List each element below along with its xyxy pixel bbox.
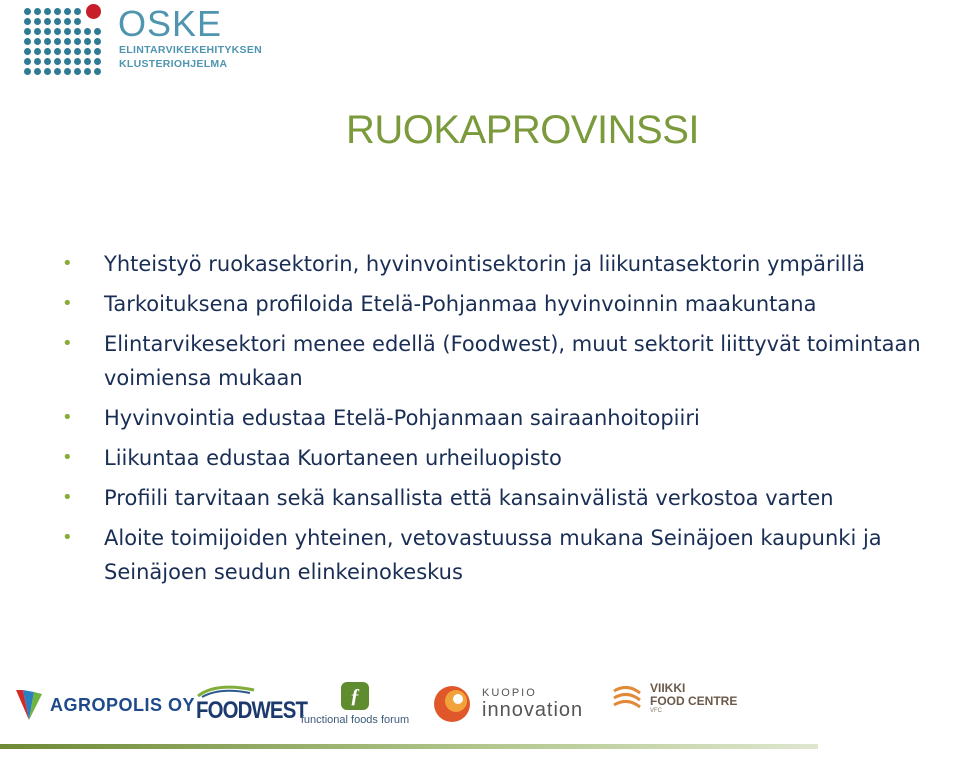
logo-dot — [34, 58, 41, 65]
oske-logo — [22, 4, 262, 76]
oske-dot-grid-icon — [22, 4, 112, 76]
bullet-list — [56, 247, 956, 595]
logo-dot — [84, 28, 91, 35]
logo-dot — [34, 48, 41, 55]
agropolis-logo — [14, 688, 195, 722]
viikki-wave-icon — [612, 683, 642, 713]
logo-dot — [34, 28, 41, 35]
logo-dot — [44, 38, 51, 45]
logo-dot — [64, 8, 71, 15]
logo-dot — [84, 38, 91, 45]
kuopio-innovation-logo — [432, 684, 583, 724]
logo-dot — [94, 48, 101, 55]
logo-dot — [54, 68, 61, 75]
viikki-food-centre-logo — [612, 682, 737, 714]
logo-dot — [64, 68, 71, 75]
logo-dot — [74, 68, 81, 75]
logo-dot — [34, 68, 41, 75]
footer-divider — [0, 744, 818, 749]
logo-subtitle-line2: KLUSTERIOHJELMA — [119, 58, 228, 70]
logo-dot — [44, 58, 51, 65]
bullet-item: • Liikuntaa edustaa Kuortaneen urheiluopisto — [56, 441, 956, 475]
viikki-line1: VIIKKI — [650, 681, 686, 695]
logo-dot — [24, 28, 31, 35]
logo-dot — [34, 8, 41, 15]
logo-dot — [64, 48, 71, 55]
bullet-item: • Profiili tarvitaan sekä kansallista että kansainvälistä verkostoa varten — [56, 481, 956, 515]
logo-dot — [94, 38, 101, 45]
logo-dot — [74, 18, 81, 25]
logo-dot — [94, 68, 101, 75]
viikki-line2: FOOD CENTRE — [650, 694, 738, 708]
logo-dot — [44, 28, 51, 35]
logo-dot — [24, 38, 31, 45]
logo-dot — [84, 68, 91, 75]
fff-text: functional foods forum — [300, 714, 410, 726]
bullet-item: • Tarkoituksena profiloida Etelä-Pohjanmaa hyvinvoinnin maakuntana — [56, 287, 956, 321]
bullet-item: • Aloite toimijoiden yhteinen, vetovastuussa mukana Seinäjoen kaupunki ja Seinäjoen seudun elinkeinokeskus — [56, 521, 956, 589]
agropolis-leaf-icon — [14, 688, 44, 722]
logo-dot — [94, 58, 101, 65]
logo-dot — [84, 58, 91, 65]
logo-dot — [74, 48, 81, 55]
logo-dot — [44, 8, 51, 15]
logo-dot — [44, 68, 51, 75]
bullet-item: • Yhteistyö ruokasektorin, hyvinvointisektorin ja liikuntasektorin ympärillä — [56, 247, 956, 281]
kuopio-big-text: innovation — [482, 698, 584, 721]
logo-dot — [64, 18, 71, 25]
logo-dot — [54, 8, 61, 15]
bullet-item: • Elintarvikesektori menee edellä (Foodwest), muut sektorit liittyvät toimintaan voimiensa mukaan — [56, 327, 956, 395]
logo-dot — [74, 8, 81, 15]
logo-dot — [74, 38, 81, 45]
logo-dot — [74, 28, 81, 35]
foodwest-swoosh-icon — [196, 684, 256, 698]
logo-dot — [64, 58, 71, 65]
viikki-small: VFC — [650, 708, 662, 714]
logo-subtitle-line1: ELINTARVIKEKEHITYKSEN — [119, 44, 263, 56]
logo-dot — [24, 18, 31, 25]
slide-title: RUOKAPROVINSSI — [345, 108, 700, 152]
agropolis-text: AGROPOLIS OY — [50, 694, 196, 715]
logo-dot — [24, 8, 31, 15]
kuopio-small-text: KUOPIO — [482, 686, 537, 699]
logo-dot — [54, 18, 61, 25]
logo-name: OSKE — [118, 3, 223, 44]
logo-dot — [44, 48, 51, 55]
functional-foods-forum-logo — [300, 682, 410, 726]
logo-dot — [64, 38, 71, 45]
logo-dot — [74, 58, 81, 65]
logo-dot — [54, 48, 61, 55]
foodwest-text: FOODWEST — [196, 697, 308, 724]
logo-dot — [24, 48, 31, 55]
logo-dot — [64, 28, 71, 35]
logo-dot — [34, 18, 41, 25]
fff-leaf-icon: ƒ — [341, 682, 369, 710]
logo-dot — [44, 18, 51, 25]
logo-dot — [54, 38, 61, 45]
logo-dot — [24, 58, 31, 65]
logo-dot — [34, 38, 41, 45]
logo-dot — [84, 48, 91, 55]
partner-logos — [0, 680, 960, 740]
logo-dot — [54, 28, 61, 35]
logo-dot — [94, 28, 101, 35]
kuopio-circle-icon — [432, 684, 472, 724]
logo-dot — [54, 58, 61, 65]
bullet-item: • Hyvinvointia edustaa Etelä-Pohjanmaan sairaanhoitopiiri — [56, 401, 956, 435]
logo-red-dot — [86, 4, 101, 19]
logo-dot — [24, 68, 31, 75]
